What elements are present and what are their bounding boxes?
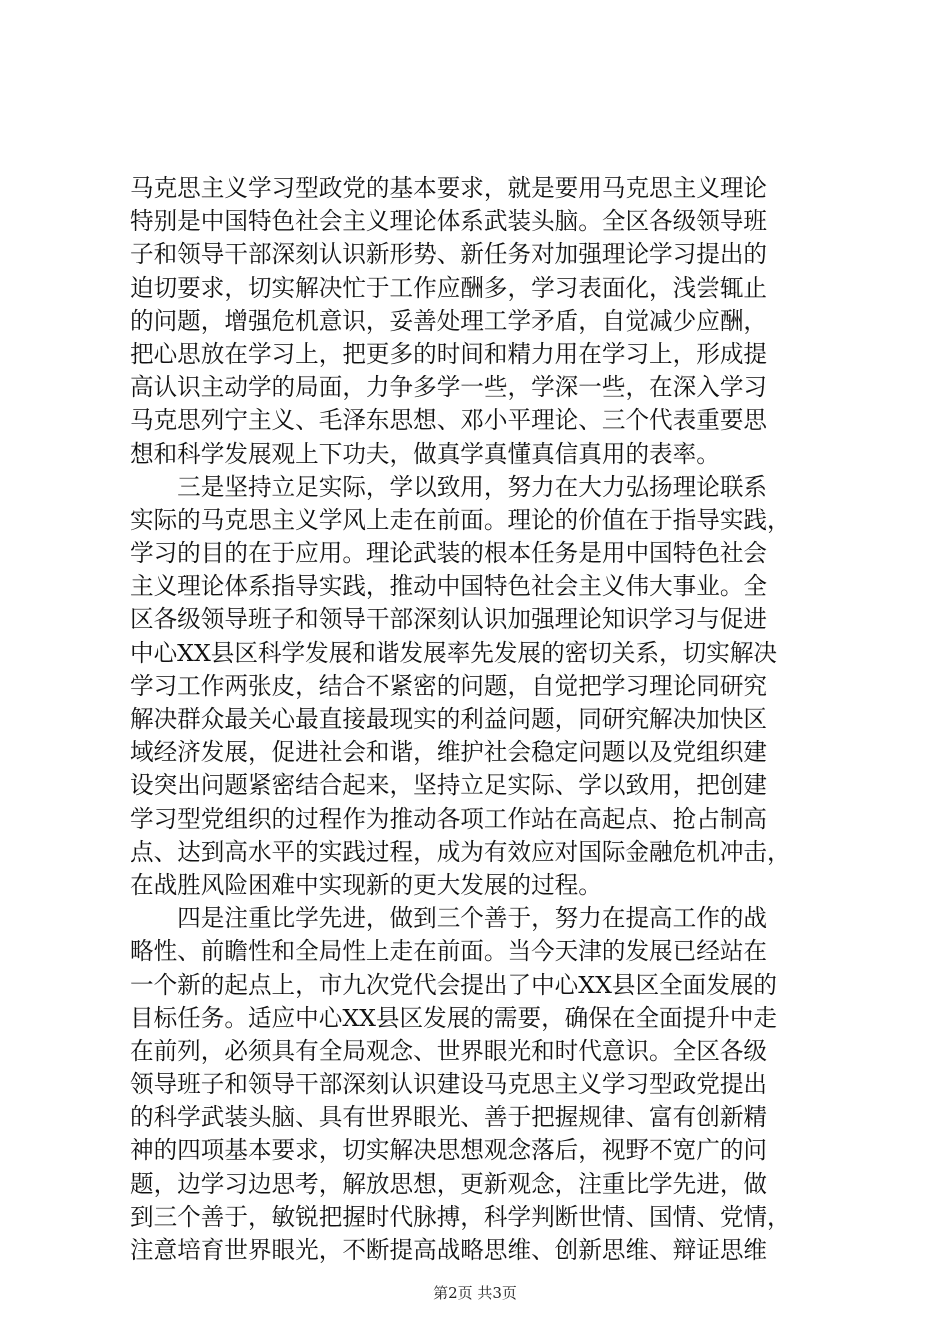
text-line: 高认识主动学的局面，力争多学一些，学深一些，在深入学习 [130, 373, 768, 402]
text-line: 马克思主义学习型政党的基本要求，就是要用马克思主义理论 [130, 174, 768, 202]
text-line: 注意培育世界眼光，不断提高战略思维、创新思维、辩证思维 [130, 1236, 768, 1264]
text-line: 略性、前瞻性和全局性上走在前面。当今天津的发展已经站在 [130, 937, 768, 966]
text-line: 中心XX县区科学发展和谐发展率先发展的密切关系，切实解决 [130, 638, 778, 667]
text-line: 学习工作两张皮，结合不紧密的问题，自觉把学习理论同研究 [130, 671, 768, 700]
text-line: 特别是中国特色社会主义理论体系武装头脑。全区各级领导班 [130, 207, 768, 236]
document-body [130, 172, 832, 1267]
text-line: 到三个善于，敏锐把握时代脉搏，科学判断世情、国情、党情， [130, 1202, 791, 1231]
text-line: 在战胜风险困难中实现新的更大发展的过程。 [130, 870, 602, 899]
text-line: 解决群众最关心最直接最现实的利益问题，同研究解决加快区 [130, 705, 768, 733]
text-line: 神的四项基本要求，切实解决思想观念落后，视野不宽广的问 [130, 1136, 768, 1165]
text-line: 迫切要求，切实解决忙于工作应酬多，学习表面化，浅尝辄止 [130, 273, 768, 302]
text-line: 在前列，必须具有全局观念、世界眼光和时代意识。全区各级 [130, 1036, 768, 1065]
text-line: 题，边学习边思考，解放思想，更新观念，注重比学先进，做 [130, 1169, 768, 1198]
text-line: 域经济发展，促进社会和谐，维护社会稳定问题以及党组织建 [130, 738, 768, 767]
page-footer: 第2页 共3页 [433, 1284, 517, 1302]
text-line: 的问题，增强危机意识，妥善处理工学矛盾，自觉减少应酬， [130, 306, 768, 335]
text-line: 想和科学发展观上下功夫，做真学真懂真信真用的表率。 [130, 439, 720, 468]
text-line: 实际的马克思主义学风上走在前面。理论的价值在于指导实践， [130, 505, 791, 534]
text-line: 马克思列宁主义、毛泽东思想、邓小平理论、三个代表重要思 [130, 406, 768, 435]
text-line: 一个新的起点上，市九次党代会提出了中心XX县区全面发展的 [130, 970, 778, 999]
text-line: 四是注重比学先进，做到三个善于，努力在提高工作的战 [130, 904, 768, 933]
text-line: 点、达到高水平的实践过程，成为有效应对国际金融危机冲击， [130, 837, 791, 866]
text-line: 三是坚持立足实际，学以致用，努力在大力弘扬理论联系 [130, 472, 768, 501]
text-line: 的科学武装头脑、具有世界眼光、善于把握规律、富有创新精 [130, 1103, 768, 1132]
text-line: 子和领导干部深刻认识新形势、新任务对加强理论学习提出的 [130, 240, 768, 269]
text-line: 领导班子和领导干部深刻认识建设马克思主义学习型政党提出 [130, 1070, 768, 1099]
text-line: 区各级领导班子和领导干部深刻认识加强理论知识学习与促进 [130, 605, 768, 634]
text-line: 学习的目的在于应用。理论武装的根本任务是用中国特色社会 [130, 539, 768, 568]
text-line: 主义理论体系指导实践，推动中国特色社会主义伟大事业。全 [130, 572, 768, 601]
text-line: 目标任务。适应中心XX县区发展的需要，确保在全面提升中走 [130, 1003, 778, 1032]
text-line: 设突出问题紧密结合起来，坚持立足实际、学以致用，把创建 [130, 771, 768, 800]
text-line: 把心思放在学习上，把更多的时间和精力用在学习上，形成提 [130, 339, 768, 368]
text-line: 学习型党组织的过程作为推动各项工作站在高起点、抢占制高 [130, 804, 768, 833]
